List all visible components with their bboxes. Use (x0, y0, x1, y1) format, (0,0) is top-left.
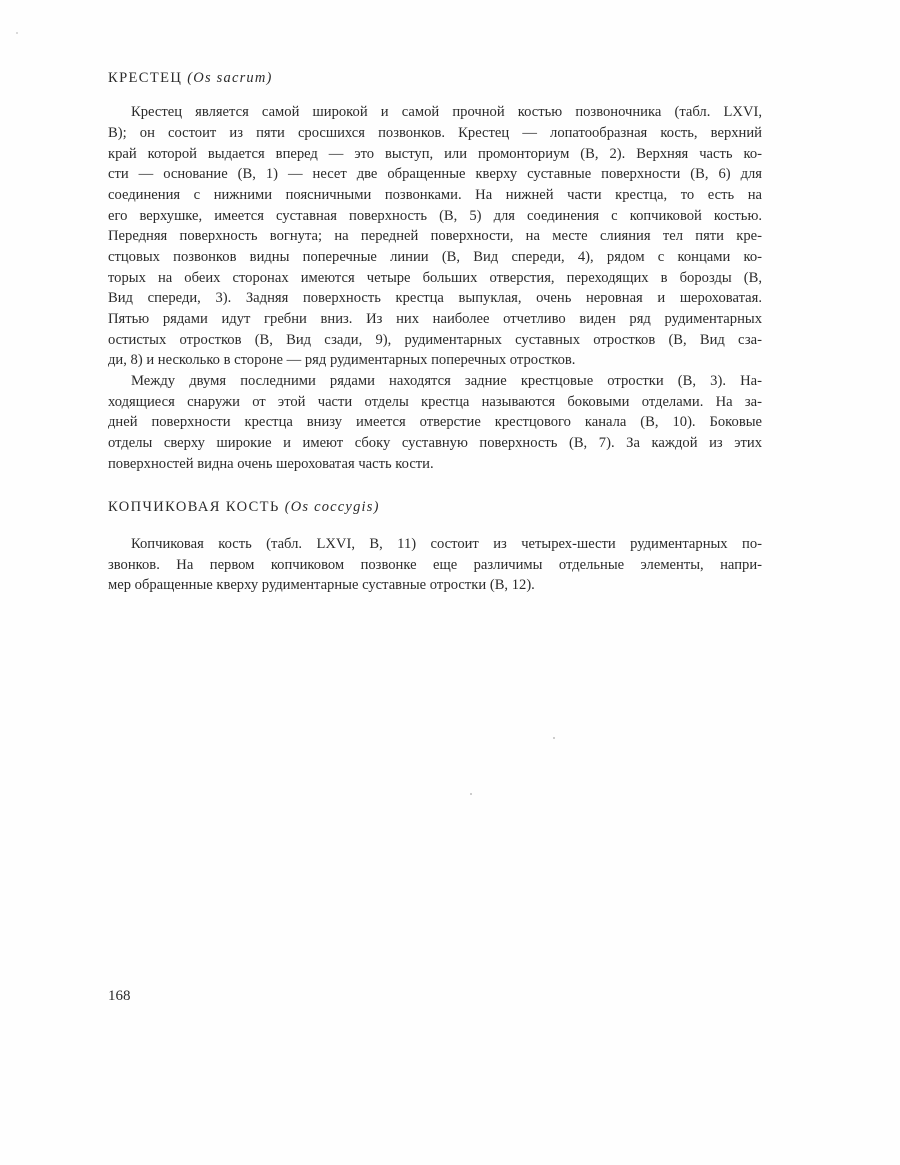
text-line: В); он состоит из пяти сросшихся позвонков. Крестец — лопатообразная кость, верхний (108, 125, 762, 141)
heading-latin-term: (Os coccygis) (284, 499, 380, 515)
text-line: Передняя поверхность вогнута; на передней поверхности, на месте слияния тел пяти кре- (108, 228, 762, 244)
text-line: соединения с нижними поясничными позвонками. На нижней части крестца, то есть на (108, 187, 762, 203)
scan-speck (16, 32, 18, 34)
text-line: ди, 8) и несколько в стороне — ряд рудиментарных поперечных отростков. (108, 352, 576, 368)
scan-speck (470, 793, 472, 795)
text-line: Пятью рядами идут гребни вниз. Из них наиболее отчетливо виден ряд рудиментарных (108, 311, 762, 327)
section-heading-sacrum (108, 70, 273, 87)
text-line: отделы сверху широкие и имеют сбоку суставную поверхность (В, 7). За каждой из этих (108, 435, 762, 451)
text-line: мер обращенные кверху рудиментарные суставные отростки (В, 12). (108, 577, 535, 593)
text-line: Вид спереди, 3). Задняя поверхность крестца выпуклая, очень неровная и шероховатая. (108, 290, 762, 306)
heading-title: КОПЧИКОВАЯ КОСТЬ (108, 499, 280, 515)
text-line: остистых отростков (В, Вид сзади, 9), рудиментарных суставных отростков (В, Вид сза- (108, 332, 762, 348)
text-line: Копчиковая кость (табл. LXVI, В, 11) состоит из четырех-шести рудиментарных по- (131, 536, 762, 552)
heading-title: КРЕСТЕЦ (108, 70, 183, 86)
heading-latin-term: (Os sacrum) (187, 70, 273, 86)
scan-speck (553, 737, 555, 739)
text-line: стцовых позвонков видны поперечные линии (В, Вид спереди, 4), рядом с концами ко- (108, 249, 762, 265)
text-line: Крестец является самой широкой и самой прочной костью позвоночника (табл. LXVI, (131, 104, 762, 120)
text-line: Между двумя последними рядами находятся задние крестцовые отростки (В, 3). На- (131, 373, 762, 389)
text-line: поверхностей видна очень шероховатая часть кости. (108, 456, 434, 472)
text-line: край которой выдается вперед — это выступ, или промонториум (В, 2). Верхняя часть ко- (108, 146, 762, 162)
section-heading-coccyx (108, 499, 380, 516)
text-line: торых на обеих сторонах имеются четыре больших отверстия, переходящих в борозды (В, (108, 270, 762, 286)
text-line: его верхушке, имеется суставная поверхность (В, 5) для соединения с копчиковой костью. (108, 208, 762, 224)
text-line: дней поверхности крестца внизу имеется отверстие крестцового канала (В, 10). Боковые (108, 414, 762, 430)
text-line: звонков. На первом копчиковом позвонке еще различимы отдельные элементы, напри- (108, 557, 762, 573)
text-line: ходящиеся снаружи от этой части отделы крестца называются боковыми отделами. На за- (108, 394, 762, 410)
page-number: 168 (108, 988, 131, 1004)
text-line: сти — основание (В, 1) — несет две обращенные кверху суставные поверхности (В, 6) для (108, 166, 762, 182)
